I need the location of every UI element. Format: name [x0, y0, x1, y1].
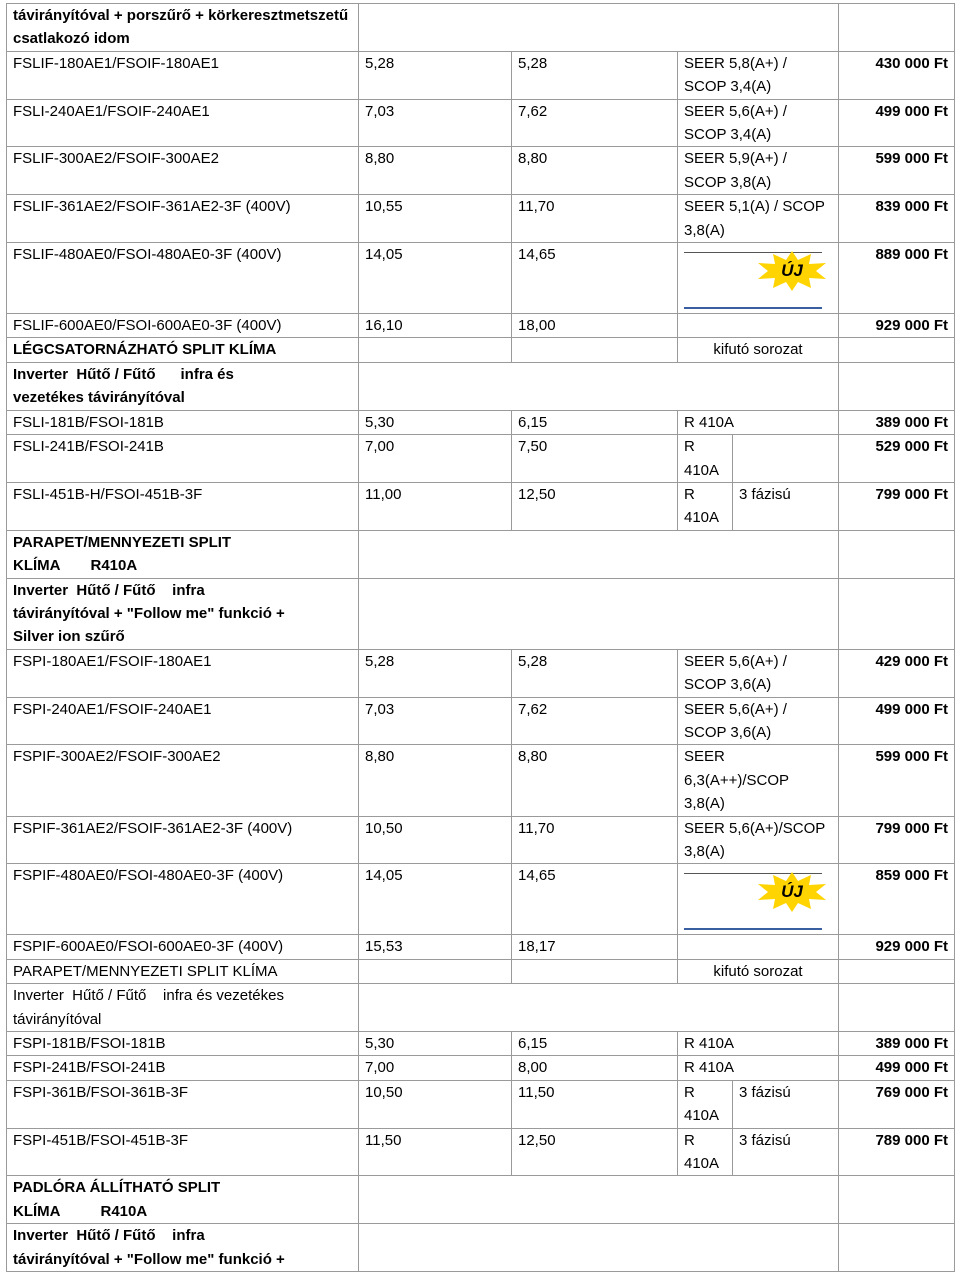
price: 799 000 Ft — [839, 482, 955, 530]
refrigerant: R 410A — [678, 482, 733, 530]
model-name: FSLIF-180AE1/FSOIF-180AE1 — [7, 51, 359, 99]
cooling-capacity: 10,50 — [359, 816, 512, 864]
table-row — [7, 816, 955, 864]
section-title: PARAPET/MENNYEZETI SPLIT KLÍMA R410A — [7, 530, 359, 578]
heating-capacity: 8,00 — [512, 1056, 678, 1080]
model-name: FSPIF-600AE0/FSOI-600AE0-3F (400V) — [7, 935, 359, 959]
cooling-capacity: 5,28 — [359, 51, 512, 99]
model-name: FSLIF-300AE2/FSOIF-300AE2 — [7, 147, 359, 195]
new-badge-cell — [678, 243, 839, 314]
section-description: Inverter Hűtő / Fűtő infra távirányítóval + "Follow me" funkció + — [7, 1224, 359, 1272]
heating-capacity: 7,50 — [512, 435, 678, 483]
price: 389 000 Ft — [839, 1032, 955, 1056]
table-row — [7, 195, 955, 243]
cooling-capacity: 11,00 — [359, 482, 512, 530]
table-row — [7, 410, 955, 434]
heating-capacity: 12,50 — [512, 1128, 678, 1176]
price-list-sheet — [6, 3, 954, 1272]
cooling-capacity: 5,28 — [359, 649, 512, 697]
refrigerant: R 410A — [678, 1056, 839, 1080]
cooling-capacity: 10,50 — [359, 1080, 512, 1128]
refrigerant: R 410A — [678, 1128, 733, 1176]
section-title: PADLÓRA ÁLLÍTHATÓ SPLIT KLÍMA R410A — [7, 1176, 359, 1224]
cooling-capacity: 7,00 — [359, 1056, 512, 1080]
table-row — [7, 1080, 955, 1128]
heating-capacity: 6,15 — [512, 1032, 678, 1056]
cooling-capacity: 14,05 — [359, 864, 512, 935]
heating-capacity: 14,65 — [512, 864, 678, 935]
price-table — [6, 3, 955, 1272]
heating-capacity: 11,70 — [512, 816, 678, 864]
phase: 3 fázisú — [733, 482, 839, 530]
section-desc-row — [7, 1224, 955, 1272]
table-row — [7, 147, 955, 195]
energy-efficiency: SEER 5,9(A+) / SCOP 3,8(A) — [678, 147, 839, 195]
table-row — [7, 99, 955, 147]
heating-capacity: 7,62 — [512, 99, 678, 147]
heating-capacity: 7,62 — [512, 697, 678, 745]
heating-capacity: 14,65 — [512, 243, 678, 314]
new-badge — [756, 251, 828, 291]
table-row — [7, 935, 955, 959]
refrigerant: R 410A — [678, 1032, 839, 1056]
heating-capacity: 6,15 — [512, 410, 678, 434]
new-badge-label: ÚJ — [781, 882, 803, 902]
energy-efficiency: SEER 5,1(A) / SCOP 3,8(A) — [678, 195, 839, 243]
cooling-capacity: 10,55 — [359, 195, 512, 243]
cooling-capacity: 7,00 — [359, 435, 512, 483]
table-row — [7, 864, 955, 935]
heating-capacity: 18,00 — [512, 314, 678, 338]
price: 929 000 Ft — [839, 314, 955, 338]
price: 789 000 Ft — [839, 1128, 955, 1176]
section-title-row — [7, 530, 955, 578]
refrigerant: R 410A — [678, 435, 733, 483]
refrigerant: R 410A — [678, 410, 839, 434]
section-desc-row — [7, 984, 955, 1032]
model-name: FSLIF-480AE0/FSOI-480AE0-3F (400V) — [7, 243, 359, 314]
new-badge-cell — [678, 864, 839, 935]
cooling-capacity: 14,05 — [359, 243, 512, 314]
model-name: FSPIF-480AE0/FSOI-480AE0-3F (400V) — [7, 864, 359, 935]
heating-capacity: 5,28 — [512, 51, 678, 99]
price: 929 000 Ft — [839, 935, 955, 959]
table-row — [7, 435, 955, 483]
cooling-capacity: 7,03 — [359, 99, 512, 147]
model-name: FSPI-451B/FSOI-451B-3F — [7, 1128, 359, 1176]
price: 769 000 Ft — [839, 1080, 955, 1128]
section-description: Inverter Hűtő / Fűtő infra és vezetékes távirányítóval — [7, 362, 359, 410]
section-description: távirányítóval + porszűrő + körkeresztmetszetű csatlakozó idom — [7, 4, 359, 52]
price: 499 000 Ft — [839, 697, 955, 745]
price: 799 000 Ft — [839, 816, 955, 864]
price: 889 000 Ft — [839, 243, 955, 314]
table-row — [7, 649, 955, 697]
model-name: FSPI-240AE1/FSOIF-240AE1 — [7, 697, 359, 745]
cooling-capacity: 16,10 — [359, 314, 512, 338]
table-row — [7, 51, 955, 99]
heating-capacity: 8,80 — [512, 745, 678, 816]
refrigerant: R 410A — [678, 1080, 733, 1128]
energy-efficiency: SEER 5,6(A+) / SCOP 3,4(A) — [678, 99, 839, 147]
model-name: FSPI-180AE1/FSOIF-180AE1 — [7, 649, 359, 697]
energy-efficiency: SEER 5,8(A+) / SCOP 3,4(A) — [678, 51, 839, 99]
phase: 3 fázisú — [733, 1080, 839, 1128]
price: 599 000 Ft — [839, 147, 955, 195]
model-name: FSLI-240AE1/FSOIF-240AE1 — [7, 99, 359, 147]
heating-capacity: 12,50 — [512, 482, 678, 530]
section-desc-row — [7, 362, 955, 410]
heating-capacity: 11,50 — [512, 1080, 678, 1128]
model-name: FSPIF-300AE2/FSOIF-300AE2 — [7, 745, 359, 816]
heating-capacity: 11,70 — [512, 195, 678, 243]
energy-efficiency: SEER 5,6(A+) / SCOP 3,6(A) — [678, 697, 839, 745]
table-row — [7, 482, 955, 530]
model-name: FSLI-241B/FSOI-241B — [7, 435, 359, 483]
section-desc-row — [7, 578, 955, 649]
section-description: Inverter Hűtő / Fűtő infra és vezetékes távirányítóval — [7, 984, 359, 1032]
cooling-capacity: 8,80 — [359, 745, 512, 816]
cooling-capacity: 8,80 — [359, 147, 512, 195]
model-name: FSPI-181B/FSOI-181B — [7, 1032, 359, 1056]
model-name: FSPI-241B/FSOI-241B — [7, 1056, 359, 1080]
section-title-row — [7, 1176, 955, 1224]
cooling-capacity: 5,30 — [359, 1032, 512, 1056]
table-row — [7, 1128, 955, 1176]
table-row — [7, 697, 955, 745]
model-name: FSLI-451B-H/FSOI-451B-3F — [7, 482, 359, 530]
cooling-capacity: 11,50 — [359, 1128, 512, 1176]
section-desc-row — [7, 4, 955, 52]
section-description: Inverter Hűtő / Fűtő infra távirányítóval + "Follow me" funkció + Silver ion szűrő — [7, 578, 359, 649]
section-note: kifutó sorozat — [678, 959, 839, 983]
price: 430 000 Ft — [839, 51, 955, 99]
model-name: FSLI-181B/FSOI-181B — [7, 410, 359, 434]
new-badge-label: ÚJ — [781, 261, 803, 281]
price: 859 000 Ft — [839, 864, 955, 935]
section-title: PARAPET/MENNYEZETI SPLIT KLÍMA — [7, 959, 359, 983]
heating-capacity: 18,17 — [512, 935, 678, 959]
heating-capacity: 8,80 — [512, 147, 678, 195]
price: 839 000 Ft — [839, 195, 955, 243]
price: 429 000 Ft — [839, 649, 955, 697]
model-name: FSPIF-361AE2/FSOIF-361AE2-3F (400V) — [7, 816, 359, 864]
cooling-capacity: 15,53 — [359, 935, 512, 959]
cooling-capacity: 7,03 — [359, 697, 512, 745]
price: 529 000 Ft — [839, 435, 955, 483]
model-name: FSLIF-600AE0/FSOI-600AE0-3F (400V) — [7, 314, 359, 338]
table-row — [7, 1032, 955, 1056]
heating-capacity: 5,28 — [512, 649, 678, 697]
price: 499 000 Ft — [839, 1056, 955, 1080]
energy-efficiency: SEER 5,6(A+) / SCOP 3,6(A) — [678, 649, 839, 697]
energy-efficiency: SEER 5,6(A+)/SCOP 3,8(A) — [678, 816, 839, 864]
table-row — [7, 1056, 955, 1080]
table-row — [7, 314, 955, 338]
model-name: FSLIF-361AE2/FSOIF-361AE2-3F (400V) — [7, 195, 359, 243]
new-badge — [756, 872, 828, 912]
phase: 3 fázisú — [733, 1128, 839, 1176]
section-note: kifutó sorozat — [678, 338, 839, 362]
section-title-row — [7, 959, 955, 983]
table-row — [7, 243, 955, 314]
price: 389 000 Ft — [839, 410, 955, 434]
section-title-row — [7, 338, 955, 362]
price: 599 000 Ft — [839, 745, 955, 816]
price: 499 000 Ft — [839, 99, 955, 147]
model-name: FSPI-361B/FSOI-361B-3F — [7, 1080, 359, 1128]
energy-efficiency: SEER 6,3(A++)/SCOP 3,8(A) — [678, 745, 839, 816]
table-row — [7, 745, 955, 816]
cooling-capacity: 5,30 — [359, 410, 512, 434]
section-title: LÉGCSATORNÁZHATÓ SPLIT KLÍMA — [7, 338, 359, 362]
